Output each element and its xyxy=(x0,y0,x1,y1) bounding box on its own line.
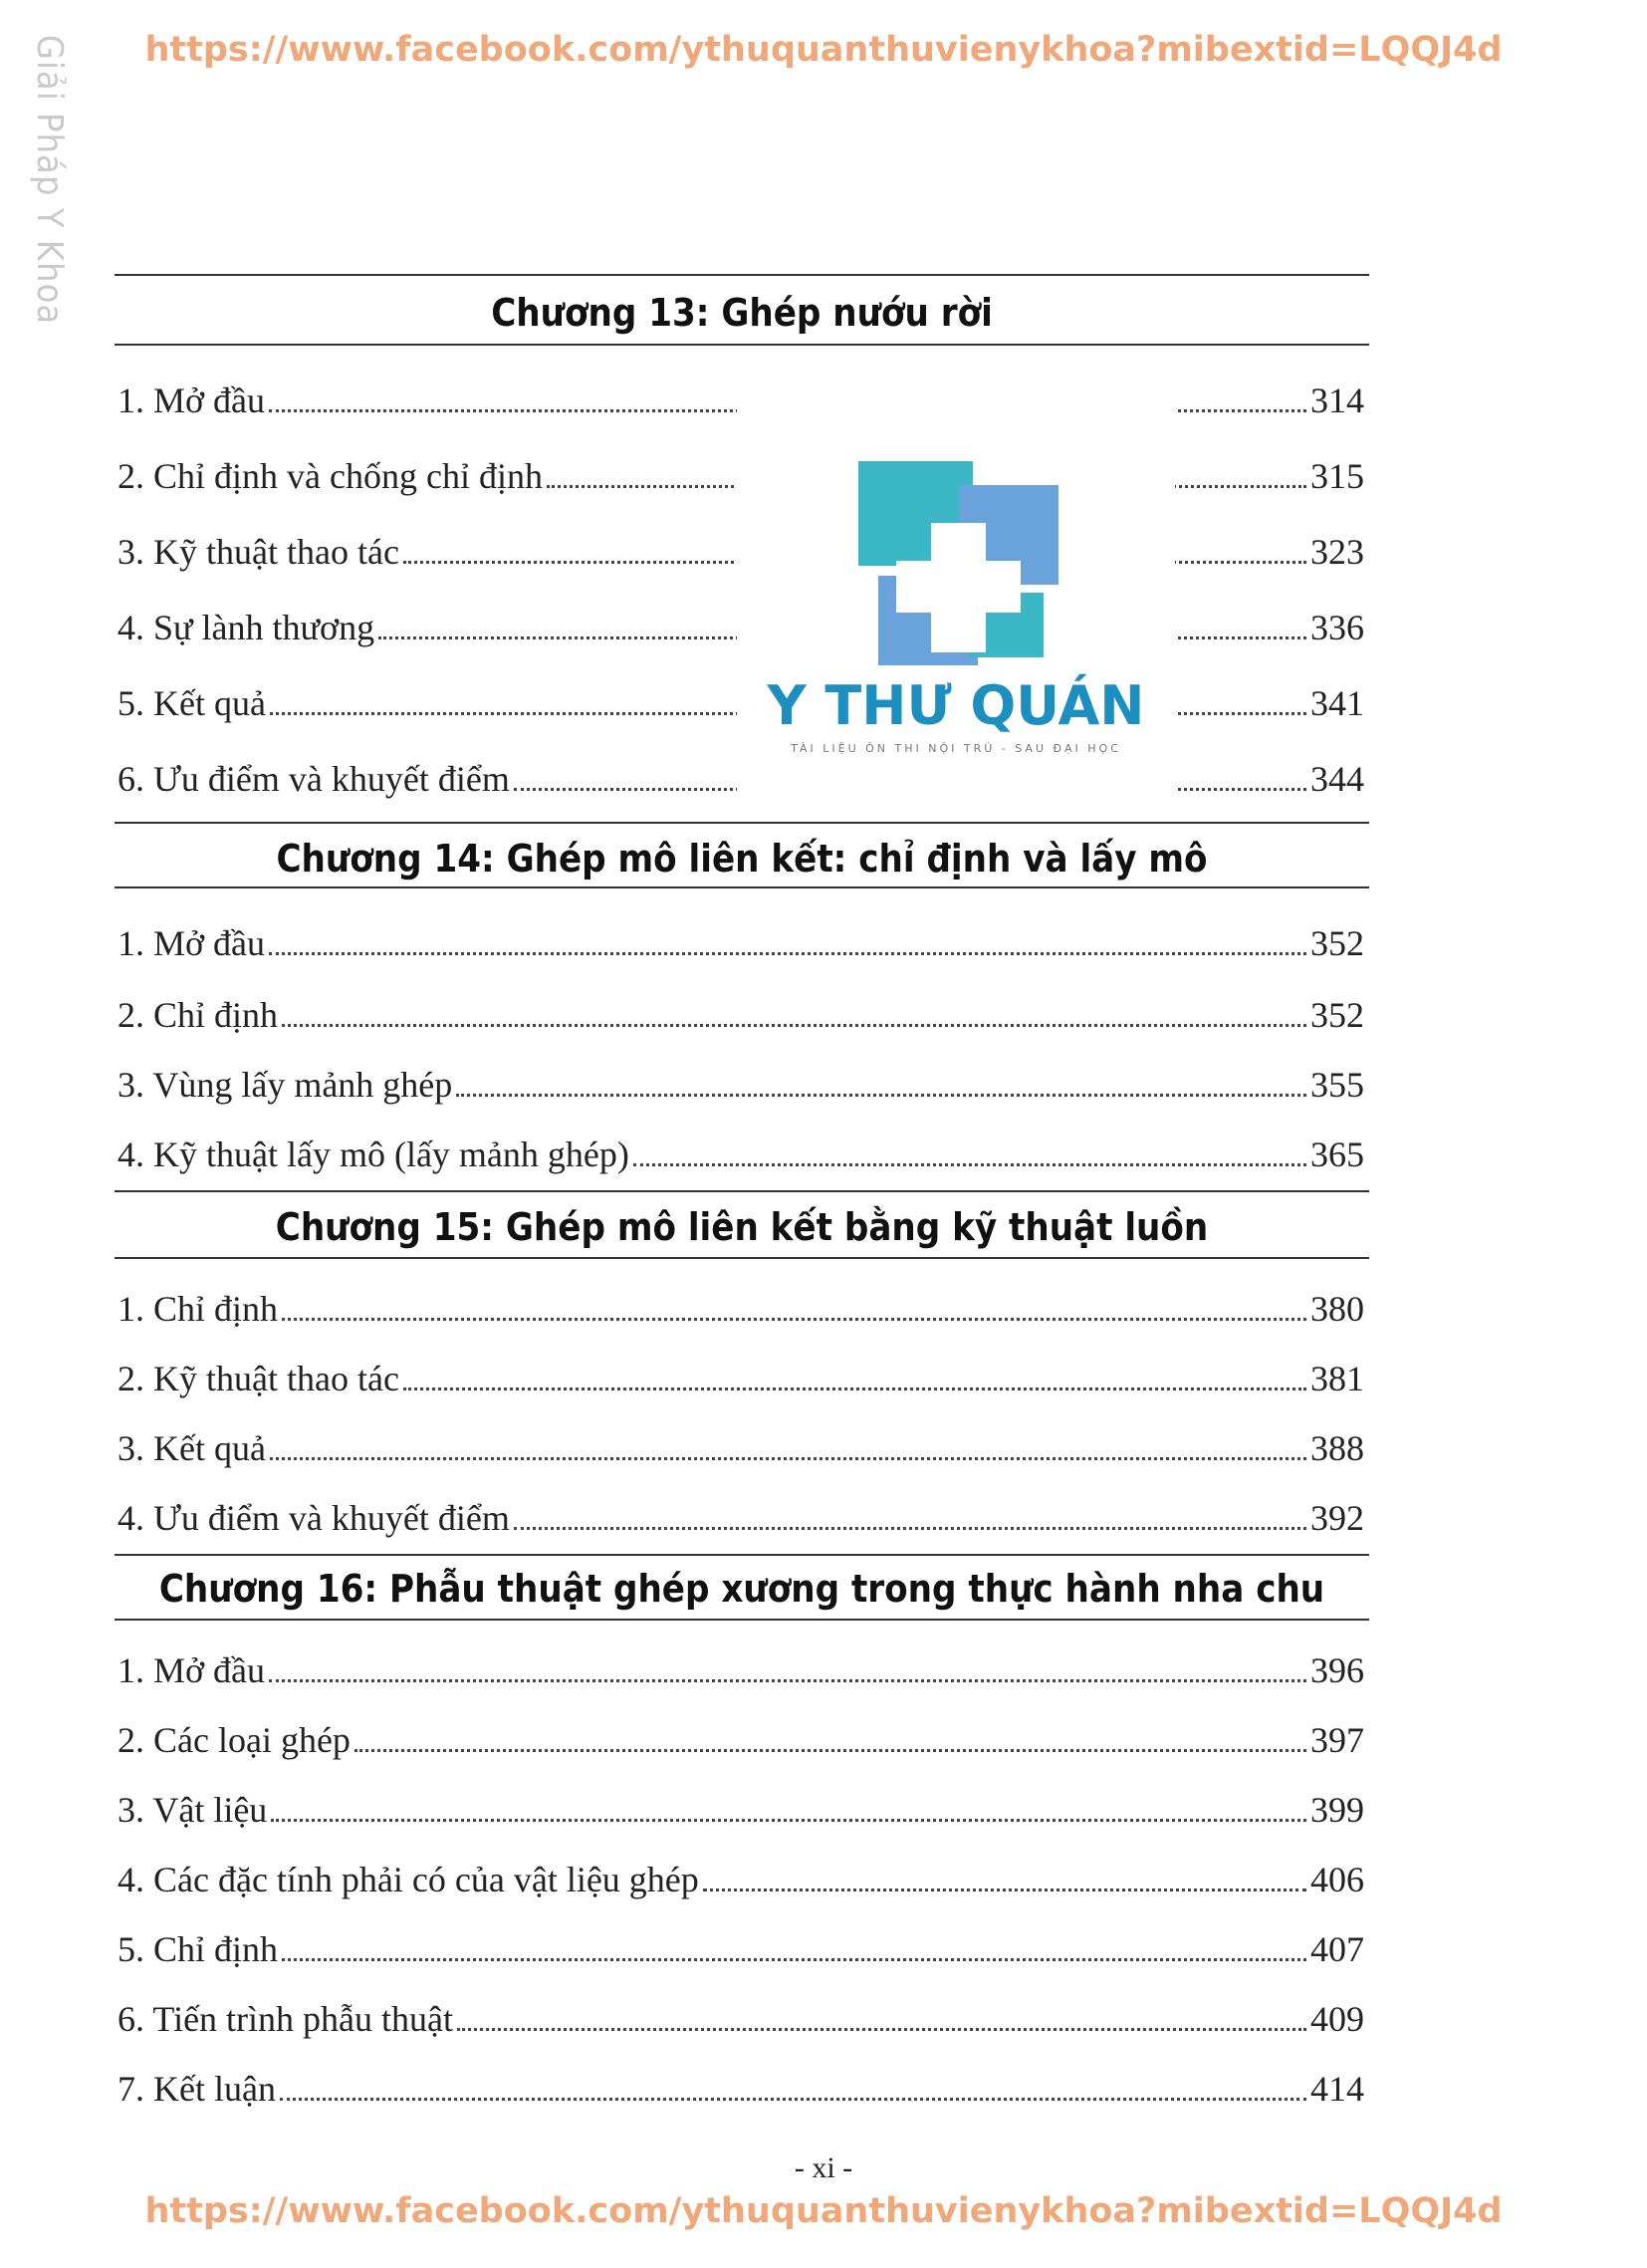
logo-name: Y THƯ QUÁN xyxy=(767,674,1145,737)
toc-item-label: 5. Chỉ định xyxy=(118,1929,279,1969)
toc-item-page: 365 xyxy=(1310,1134,1364,1174)
chapter-16-top-rule xyxy=(115,1554,1369,1556)
toc-dot-leader xyxy=(280,2098,1306,2101)
toc-item[interactable] xyxy=(118,1920,1364,1970)
toc-item-page: 407 xyxy=(1310,1929,1364,1969)
toc-dot-leader xyxy=(633,1163,1306,1166)
toc-dot-leader xyxy=(354,1749,1306,1752)
toc-item[interactable] xyxy=(118,1280,1364,1330)
toc-item-page: 380 xyxy=(1310,1289,1364,1329)
logo-tagline: TÀI LIỆU ÔN THI NỘI TRÚ - SAU ĐẠI HỌC xyxy=(791,742,1121,755)
toc-item[interactable] xyxy=(118,1781,1364,1831)
toc-item[interactable] xyxy=(118,1126,1364,1175)
toc-item[interactable] xyxy=(118,1056,1364,1106)
bottom-watermark-url: https://www.facebook.com/ythuquanthuvienykhoa?mibextid=LQQJ4d xyxy=(144,2191,1503,2231)
chapter-16-title: Chương 16: Phẫu thuật ghép xương trong thực hành nha chu xyxy=(158,1567,1325,1611)
toc-item-label: 2. Chỉ định và chống chỉ định xyxy=(118,456,543,496)
toc-item-page: 397 xyxy=(1310,1720,1364,1760)
toc-dot-leader xyxy=(282,1958,1306,1961)
toc-item-page: 414 xyxy=(1310,2069,1364,2109)
toc-item-label: 6. Ưu điểm và khuyết điểm xyxy=(118,759,510,799)
side-watermark-text: Giải Pháp Y Khoa xyxy=(29,34,71,325)
toc-item[interactable] xyxy=(118,1990,1364,2040)
toc-dot-leader xyxy=(271,1819,1306,1822)
toc-item-label: 2. Kỹ thuật thao tác xyxy=(118,1359,399,1398)
toc-dot-leader xyxy=(269,1679,1306,1682)
toc-item-label: 1. Mở đầu xyxy=(118,380,266,420)
toc-item[interactable] xyxy=(118,914,1364,964)
toc-item-label: 6. Tiến trình phẫu thuật xyxy=(118,1999,454,2039)
toc-item[interactable] xyxy=(118,1711,1364,1761)
toc-item-label: 1. Mở đầu xyxy=(118,923,266,963)
chapter-15-bottom-rule xyxy=(115,1257,1369,1259)
toc-dot-leader xyxy=(403,1387,1306,1390)
toc-item-page: 399 xyxy=(1310,1790,1364,1830)
chapter-13-title: Chương 13: Ghép nướu rời xyxy=(491,291,993,335)
watermark-logo xyxy=(737,393,1175,822)
toc-item-page: 406 xyxy=(1310,1860,1364,1899)
chapter-14-top-rule xyxy=(115,822,1369,824)
toc-item-label: 1. Mở đầu xyxy=(118,1650,266,1690)
toc-item-page: 381 xyxy=(1310,1359,1364,1398)
chapter-14-title: Chương 14: Ghép mô liên kết: chỉ định và lấy mô xyxy=(276,837,1208,881)
chapter-16-bottom-rule xyxy=(115,1619,1369,1621)
toc-dot-leader xyxy=(457,2028,1306,2031)
toc-item-label: 4. Kỹ thuật lấy mô (lấy mảnh ghép) xyxy=(118,1134,629,1174)
toc-dot-leader xyxy=(456,1094,1306,1097)
chapter-13-top-rule xyxy=(115,274,1369,276)
chapter-15-title: Chương 15: Ghép mô liên kết bằng kỹ thuật luồn xyxy=(275,1205,1209,1249)
toc-item-label: 4. Ưu điểm và khuyết điểm xyxy=(118,1498,510,1538)
chapter-14-bottom-rule xyxy=(115,886,1369,888)
toc-item-label: 2. Các loại ghép xyxy=(118,1720,351,1760)
toc-item-label: 3. Vùng lấy mảnh ghép xyxy=(118,1065,453,1105)
top-watermark-url: https://www.facebook.com/ythuquanthuvienykhoa?mibextid=LQQJ4d xyxy=(144,30,1503,70)
toc-dot-leader xyxy=(270,1457,1306,1460)
toc-item-label: 3. Vật liệu xyxy=(118,1790,268,1830)
toc-item-page: 336 xyxy=(1310,608,1364,647)
toc-item-page: 409 xyxy=(1310,1999,1364,2039)
toc-item-page: 352 xyxy=(1310,923,1364,963)
toc-item[interactable] xyxy=(118,986,1364,1036)
toc-item[interactable] xyxy=(118,1489,1364,1539)
toc-item-page: 314 xyxy=(1310,380,1364,420)
toc-item[interactable] xyxy=(118,1350,1364,1399)
toc-item[interactable] xyxy=(118,1419,1364,1469)
toc-item-page: 392 xyxy=(1310,1498,1364,1538)
toc-item-label: 1. Chỉ định xyxy=(118,1289,279,1329)
toc-dot-leader xyxy=(514,1527,1306,1530)
toc-item[interactable] xyxy=(118,2060,1364,2110)
toc-item-label: 3. Kết quả xyxy=(118,1428,266,1468)
chapter-13-bottom-rule xyxy=(115,344,1369,346)
toc-item-page: 341 xyxy=(1310,683,1364,723)
toc-item-label: 4. Các đặc tính phải có của vật liệu ghép xyxy=(118,1860,699,1899)
medical-cross-icon xyxy=(737,393,1175,672)
toc-item-page: 323 xyxy=(1310,532,1364,572)
toc-dot-leader xyxy=(282,1318,1306,1321)
toc-dot-leader xyxy=(703,1889,1306,1891)
toc-item-page: 388 xyxy=(1310,1428,1364,1468)
toc-dot-leader xyxy=(282,1024,1306,1027)
toc-item-page: 355 xyxy=(1310,1065,1364,1105)
toc-item-page: 396 xyxy=(1310,1650,1364,1690)
toc-item-page: 344 xyxy=(1310,759,1364,799)
toc-item-page: 315 xyxy=(1310,456,1364,496)
chapter-15-top-rule xyxy=(115,1190,1369,1192)
toc-item[interactable] xyxy=(118,1851,1364,1900)
toc-item-label: 7. Kết luận xyxy=(118,2069,276,2109)
toc-item-page: 352 xyxy=(1310,995,1364,1035)
toc-item-label: 4. Sự lành thương xyxy=(118,608,375,647)
toc-dot-leader xyxy=(269,952,1306,955)
page-number: - xi - xyxy=(794,2151,853,2184)
toc-item-label: 5. Kết quả xyxy=(118,683,266,723)
toc-item-label: 3. Kỹ thuật thao tác xyxy=(118,532,399,572)
toc-item[interactable] xyxy=(118,1641,1364,1691)
toc-item-label: 2. Chỉ định xyxy=(118,995,279,1035)
